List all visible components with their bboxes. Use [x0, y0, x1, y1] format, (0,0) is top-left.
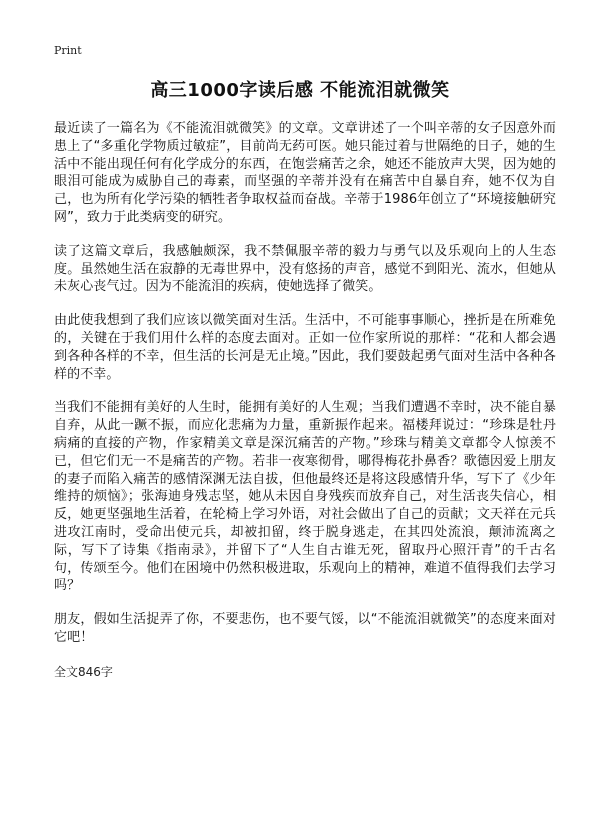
paragraph-4: 当我们不能拥有美好的人生时，能拥有美好的人生观；当我们遭遇不幸时，决不能自暴自弃，从此一蹶不振，而应化悲痛为力量，重新振作起来。福楼拜说过：“珍珠是牡丹病痛的直接的产物，作家精美文章是深沉痛苦的产物。”珍珠与精美文章都令人惊羡不已，但它们无一不是痛苦的产物。若非一夜寒彻骨，哪得梅花扑鼻香？歌德因爱上朋友的妻子而陷入痛苦的感情深渊无法自拔，但他最终还是将这段感情升华，写下了《少年维持的烦恼》；张海迪身残志坚，她从未因自身残疾而放弃自己，对生活丧失信心，相反，她更坚强地生活着，在轮椅上学习外语，对社会做出了自己的贡献；文天祥在元兵进攻江南时，受命出使元兵，却被扣留，终于脱身逃走，在其四处流浪，颠沛流离之际，写下了诗集《指南录》，并留下了“人生自古谁无死，留取丹心照汗青”的千古名句，传颂至今。他们在困境中仍然积极进取，乐观向上的精神，难道不值得我们去学习吗？	[54, 400, 556, 594]
paragraph-1: 最近读了一篇名为《不能流泪就微笑》的文章。文章讲述了一个叫辛蒂的女子因意外而患上了“多重化学物质过敏症”，目前尚无药可医。她只能过着与世隔绝的日子，她的生活中不能出现任何有化学成分的东西，在饱尝痛苦之余，她还不能放声大哭，因为她的眼泪可能成为威胁自己的毒素，而坚强的辛蒂并没有在痛苦中自暴自弃，她不仅为自己，也为所有化学污染的牺牲者争取权益而奋战。辛蒂于1986年创立了“环境接触研究网”，致力于此类病变的研究。	[54, 121, 556, 225]
paragraph-5: 朋友，假如生活捉弄了你，不要悲伤，也不要气馁，以“不能流泪就微笑”的态度来面对它吧！	[54, 612, 556, 645]
print-link[interactable]: Print	[54, 44, 82, 57]
document-body	[54, 120, 556, 680]
paragraph-2: 读了这篇文章后，我感触颇深，我不禁佩服辛蒂的毅力与勇气以及乐观向上的人生态度。虽然她生活在寂静的无毒世界中，没有悠扬的声音，感觉不到阳光、流水，但她从未灰心丧气过。因为不能流泪的疾病，使她选择了微笑。	[54, 243, 556, 295]
paragraph-3: 由此使我想到了我们应该以微笑面对生活。生活中，不可能事事顺心，挫折是在所难免的，关键在于我们用什么样的态度去面对。正如一位作家所说的那样：“花和人都会遇到各种各样的不幸，但生活的长河是无止境。”因此，我们要鼓起勇气面对生活中各种各样的不幸。	[54, 313, 556, 382]
document-title: 高三1000字读后感 不能流泪就微笑	[150, 80, 450, 101]
word-count: 全文846字	[54, 664, 113, 679]
